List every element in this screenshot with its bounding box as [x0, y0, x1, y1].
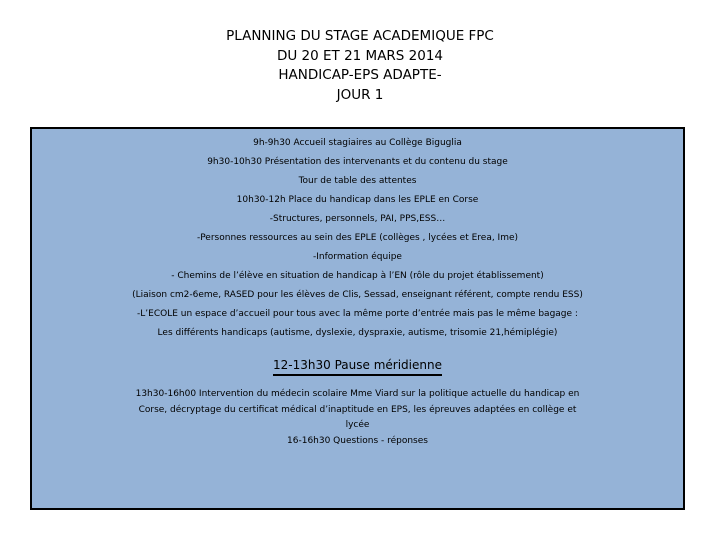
title-line: DU 20 ET 21 MARS 2014 — [276, 47, 444, 64]
schedule-line: 16-16h30 Questions - réponses — [287, 435, 428, 446]
schedule-line: 10h30-12h Place du handicap dans les EPLE en Corse — [236, 195, 479, 205]
schedule-panel — [30, 127, 685, 510]
document-title — [0, 27, 720, 105]
schedule-line: Tour de table des attentes — [298, 176, 417, 186]
schedule-line: 9h-9h30 Accueil stagiaires au Collège Biguglia — [253, 138, 462, 148]
schedule-line: Corse, décryptage du certificat médical d’inaptitude en EPS, les épreuves adaptées en collège et — [138, 404, 577, 415]
schedule-line: -L’ECOLE un espace d’accueil pour tous avec la même porte d’entrée mais pas le même bagage : — [137, 309, 578, 319]
morning-schedule — [32, 129, 683, 343]
schedule-line: -Information équipe — [313, 252, 402, 262]
title-line: JOUR 1 — [336, 86, 384, 103]
schedule-line: - Chemins de l’élève en situation de handicap à l’EN (rôle du projet établissement) — [171, 271, 544, 281]
schedule-line: -Structures, personnels, PAI, PPS,ESS… — [269, 214, 446, 224]
schedule-line: 13h30-16h00 Intervention du médecin scolaire Mme Viard sur la politique actuelle du handicap en — [135, 389, 580, 399]
schedule-line: lycée — [345, 420, 370, 430]
lunch-break: 12-13h30 Pause méridienne — [273, 357, 442, 376]
schedule-line: -Personnes ressources au sein des EPLE (collèges , lycées et Erea, Ime) — [196, 233, 519, 243]
afternoon-schedule — [32, 387, 683, 449]
schedule-line: Les différents handicaps (autisme, dyslexie, dyspraxie, autisme, trisomie 21,hémiplégie) — [157, 328, 558, 338]
title-line: PLANNING DU STAGE ACADEMIQUE FPC — [226, 28, 494, 44]
schedule-line: (Liaison cm2-6eme, RASED pour les élèves de Clis, Sessad, enseignant référent, compte rendu ESS) — [132, 290, 583, 300]
schedule-line: 9h30-10h30 Présentation des intervenants et du contenu du stage — [207, 157, 508, 167]
title-line: HANDICAP-EPS ADAPTE- — [278, 67, 442, 83]
